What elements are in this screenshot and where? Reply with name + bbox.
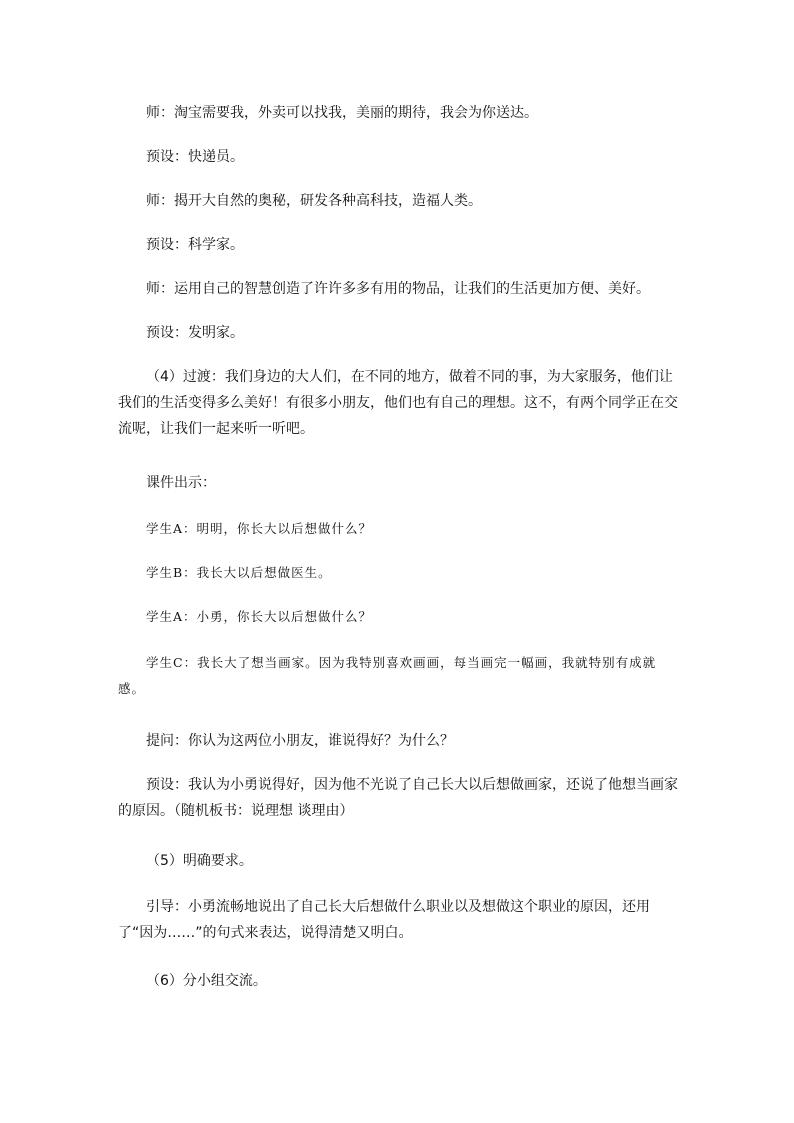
dialog-student-a-1: 学生A：明明，你长大以后想做什么？	[146, 521, 373, 536]
dialog-student-b: 学生B：我长大以后想做医生。	[146, 565, 332, 580]
guidance-paragraph: 引导：小勇流畅地说出了自己长大后想做什么职业以及想做这个职业的原因，还用了“因为……”的句式来表达，说得清楚又明白。	[118, 899, 650, 941]
preset-answer-scientist: 预设：科学家。	[146, 237, 244, 253]
dialog-student-a-2: 学生A：小勇，你长大以后想做什么？	[146, 609, 373, 624]
teacher-line-invention: 师：运用自己的智慧创造了许许多多有用的物品，让我们的生活更加方便、美好。	[146, 281, 650, 297]
preset-answer-inventor: 预设：发明家。	[146, 325, 244, 341]
question-paragraph: 提问：你认为这两位小朋友，谁说得好？为什么？	[146, 733, 454, 749]
teacher-line-delivery: 师：淘宝需要我，外卖可以找我，美丽的期待，我会为你送达。	[146, 105, 538, 121]
preset-answer-reason: 预设：我认为小勇说得好，因为他不光说了自己长大以后想做画家，还说了他想当画家的原因。（随机板书：说理想 谈理由）	[118, 777, 678, 819]
step-5-heading: （5）明确要求。	[146, 853, 253, 869]
dialog-student-c: 学生C：我长大了想当画家。因为我特别喜欢画画，每当画完一幅画，我就特别有成就感。	[118, 655, 657, 696]
preset-answer-courier: 预设：快递员。	[146, 149, 244, 165]
teacher-line-science: 师：揭开大自然的奥秘，研发各种高科技，造福人类。	[146, 193, 482, 209]
step-6-heading: （6）分小组交流。	[146, 973, 267, 989]
courseware-heading: 课件出示：	[146, 475, 216, 491]
transition-paragraph: （4）过渡：我们身边的大人们，在不同的地方，做着不同的事，为大家服务，他们让我们的生活变得多么美好！有很多小朋友，他们也有自己的理想。这不，有两个同学正在交流呢，让我们一起来听一听吧。	[118, 369, 678, 437]
